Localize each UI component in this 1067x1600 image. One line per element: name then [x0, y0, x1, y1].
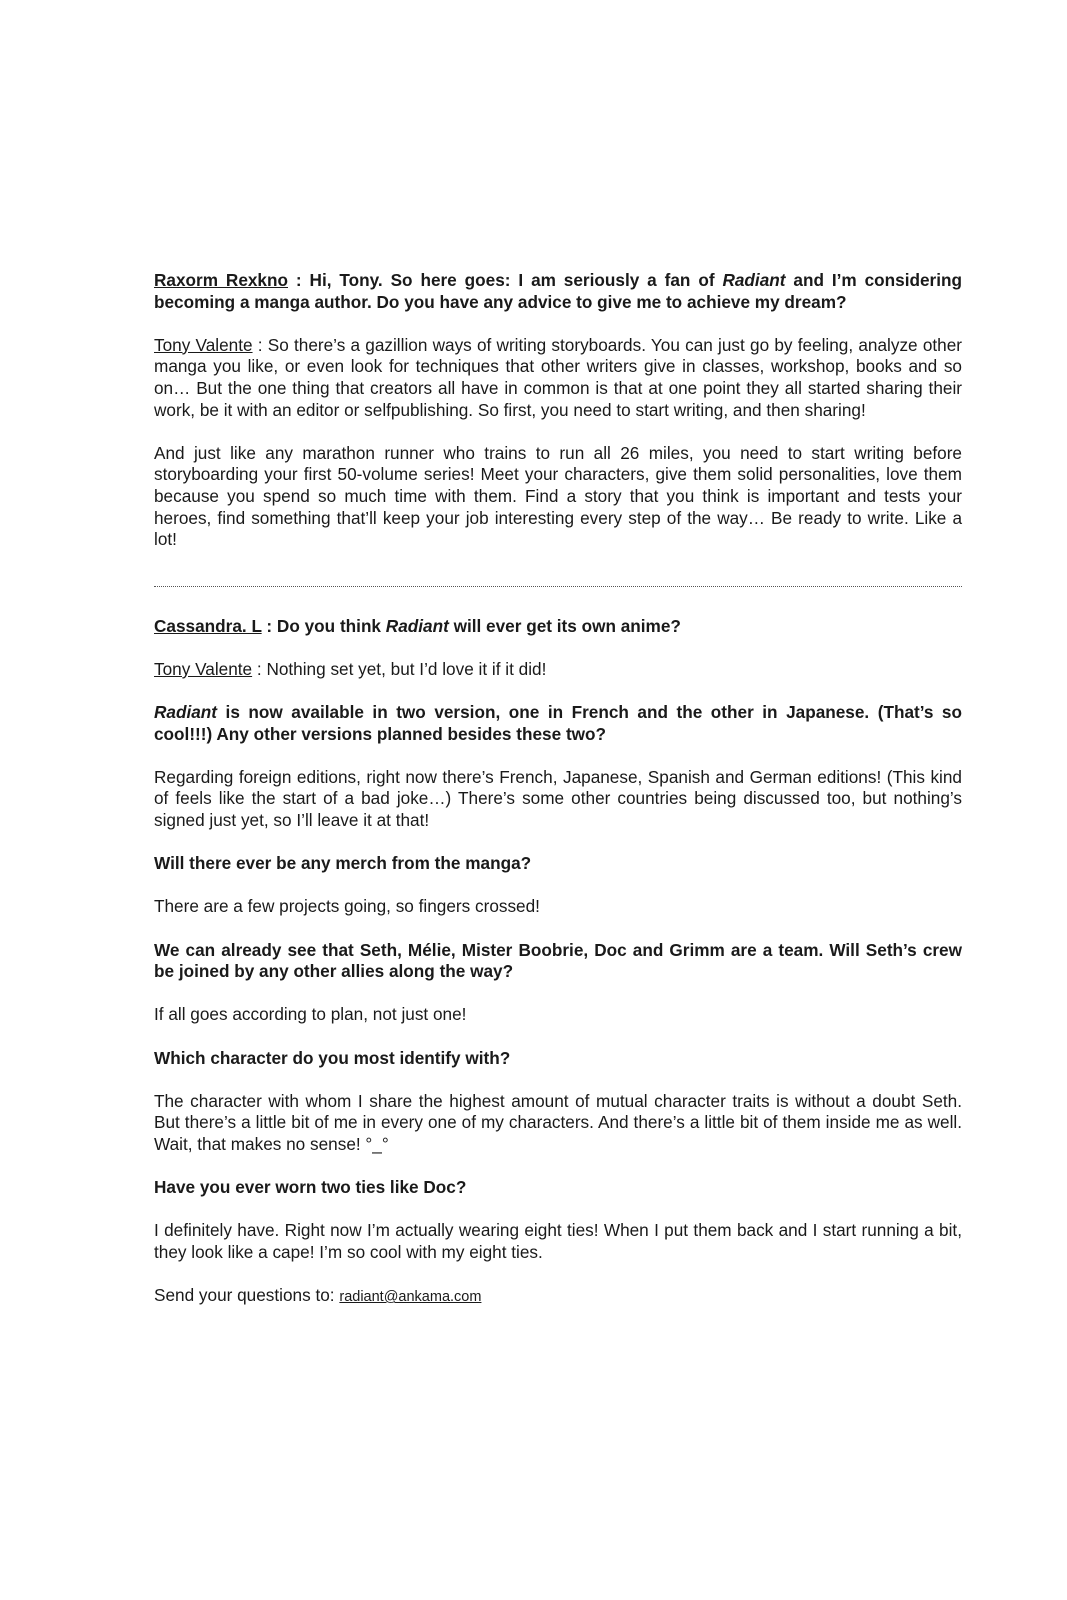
email-link[interactable]: radiant@ankama.com — [339, 1289, 482, 1306]
answer-3: Regarding foreign editions, right now there’s French, Japanese, Spanish and German editions! (This kind of feels like the start of a bad joke…) There’s some other countries being discussed too, but nothing’s signed just yet, so I’ll leave it at that! — [154, 766, 962, 831]
answer-text: So there’s a gazillion ways of writing storyboards. You can just go by feeling, analyze other manga you like, or even look for techniques that other writers give in classes, workshop, books and so on… But the one thing that creators all have in common is that at one point they all started sharing their work, be it with an editor or selfpublishing. So first, you need to start writing, and then sharing! — [154, 334, 962, 420]
answer-2 — [154, 659, 962, 681]
dotted-divider — [154, 586, 962, 587]
question-6: Which character do you most identify with? — [154, 1047, 511, 1068]
asker-name: Cassandra. L — [154, 615, 262, 636]
question-text: Hi, Tony. So here goes: I am seriously a fan of — [309, 270, 723, 290]
asker-name: Raxorm Rexkno — [154, 270, 288, 290]
answer-4: There are a few projects going, so fingers crossed! — [154, 896, 540, 917]
manga-title: Radiant — [154, 702, 218, 723]
question-text: and I’m considering becoming a manga author. Do you have any advice to give me to achieve my dream? — [154, 270, 962, 312]
answerer-name: Tony Valente — [154, 334, 253, 355]
manga-title: Radiant — [385, 615, 449, 636]
question-5: We can already see that Seth, Mélie, Mister Boobrie, Doc and Grimm are a team. Will Seth’s crew be joined by any other allies along the way? — [154, 939, 962, 982]
separator: : — [252, 334, 268, 355]
answer-5: If all goes according to plan, not just one! — [154, 1004, 467, 1025]
answer-text: Nothing set yet, but I’d love it if it did! — [266, 658, 547, 679]
question-4: Will there ever be any merch from the manga? — [154, 853, 532, 874]
question-text: is now available in two version, one in French and the other in Japanese. (That’s so cool!!!) Any other versions planned besides these two? — [154, 702, 962, 744]
question-text: will ever get its own anime? — [448, 615, 681, 636]
question-7: Have you ever worn two ties like Doc? — [154, 1177, 467, 1198]
answer-1 — [154, 335, 962, 421]
interview-content — [154, 270, 962, 1330]
separator: : — [261, 615, 277, 636]
question-text: Do you think — [276, 615, 386, 636]
contact-label: Send your questions to: — [154, 1285, 340, 1306]
answer-7: I definitely have. Right now I’m actually wearing eight ties! When I put them back and I start running a bit, they look like a cape! I’m so cool with my eight ties. — [154, 1220, 962, 1262]
answerer-name: Tony Valente — [154, 658, 253, 679]
question-3 — [154, 702, 962, 745]
separator: : — [288, 270, 310, 290]
question-1 — [154, 270, 962, 313]
question-2 — [154, 616, 962, 638]
answer-6: The character with whom I share the highest amount of mutual character traits is without a doubt Seth. But there’s a little bit of me in every one of my characters. And there’s a little bit of them inside me as well. Wait, that makes no sense! °_° — [154, 1090, 962, 1154]
answer-1-continued: And just like any marathon runner who trains to run all 26 miles, you need to start writing before storyboarding your first 50-volume series! Meet your characters, give them solid personalities, love them because you spend so much time with them. Find a story that you think is important and tests your heroes, find something that’ll keep your job interesting every step of the way… Be ready to write. Like a lot! — [154, 442, 962, 550]
separator: : — [252, 658, 267, 679]
contact-footer — [154, 1285, 962, 1309]
manga-title: Radiant — [722, 270, 786, 290]
